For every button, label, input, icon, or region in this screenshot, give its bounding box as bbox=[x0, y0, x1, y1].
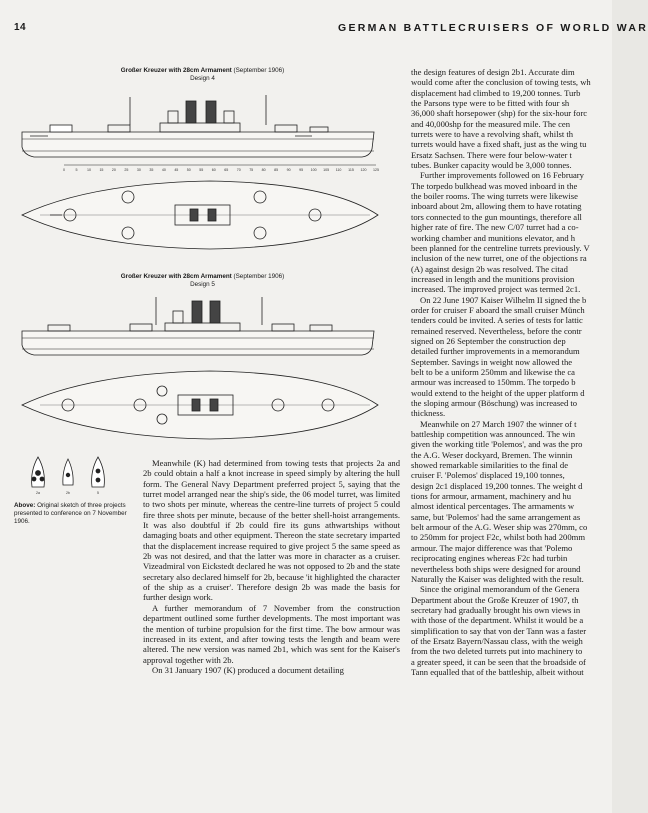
scale-label: 10 bbox=[86, 168, 91, 172]
scale-label: 85 bbox=[274, 168, 279, 172]
text-line: inboard about 2m, allowing them to have rotating bbox=[411, 201, 582, 212]
scale-label: 120 bbox=[360, 168, 367, 172]
text-line: armour. The major difference was that 'Polemo bbox=[411, 542, 573, 553]
left-text-column bbox=[143, 458, 400, 675]
ship-drawing-design-4 bbox=[10, 87, 395, 257]
text-line: tions for armour, armament, machinery and hu bbox=[411, 491, 572, 502]
text-line: Since the original memorandum of the Genera bbox=[420, 584, 580, 595]
scale-label: 35 bbox=[149, 168, 154, 172]
profile-view bbox=[22, 95, 374, 157]
scale-label: 95 bbox=[299, 168, 304, 172]
caption-text: Original sketch of three projects presented to conference on 7 November 1906. bbox=[14, 502, 127, 525]
text-line: the Parsons type were to be fitted with four sh bbox=[411, 98, 570, 109]
sketch-hull-5 bbox=[92, 457, 105, 487]
scale-label: 125 bbox=[373, 168, 379, 172]
sketch-label-2b: 2b bbox=[66, 491, 70, 495]
text-line: tenders could be invited. A series of tests for lattic bbox=[411, 315, 583, 326]
text-line: detailed further improvements in a memorandum bbox=[411, 346, 580, 357]
sketch-caption bbox=[14, 502, 138, 526]
text-line: Naturally the Kaiser was delighted with the result. bbox=[411, 573, 584, 584]
scale-labels bbox=[63, 168, 379, 172]
text-line: turrets would have a fixed shaft, just as the wing tu bbox=[411, 139, 587, 150]
text-line: Ersatz Sachsen. There were four below-water t bbox=[411, 149, 572, 160]
sketch-label-2a: 2a bbox=[36, 491, 40, 495]
text-line: secretary had gradually brought his own views in bbox=[411, 604, 581, 615]
text-line: working chamber and munitions elevator, and h bbox=[411, 232, 576, 243]
text-line: On 22 June 1907 Kaiser Wilhelm II signed the b bbox=[420, 294, 587, 305]
scale-label: 5 bbox=[75, 168, 78, 172]
text-line: from the two deleted turrets put into machinery to bbox=[411, 646, 583, 657]
scale-label: 60 bbox=[211, 168, 216, 172]
text-line: given the working title 'Polemos', and was the pro bbox=[411, 439, 583, 450]
sketch-label-5: 5 bbox=[97, 491, 99, 495]
text-line: higher rate of fire. The new C/07 turret had a co- bbox=[411, 222, 579, 233]
text-line: a greater speed, it can be seen that the broadside of bbox=[411, 656, 586, 667]
text-line: would come after the conclusion of towing tests, wh bbox=[411, 77, 591, 88]
text-line: been planned for the centreline turrets previously. V bbox=[411, 242, 590, 253]
figure-design-5 bbox=[10, 273, 395, 453]
text-line: increased in length and the munitions provision bbox=[411, 273, 575, 284]
paragraph: A further memorandum of 7 November from the construction department outlined some further developments. The most important was the mention of turbine propulsion for the first time. The bow armour was increased in its extent, and after towing tests the length and beam were altered. The new version was named 2b1, which was sent for the Kaiser's approval together with 2b. bbox=[143, 602, 400, 665]
scale-label: 80 bbox=[261, 168, 266, 172]
page-number: 14 bbox=[14, 22, 27, 33]
text-line: cruiser F. 'Polemos' displaced 19,100 tonnes, bbox=[411, 470, 565, 481]
scale-label: 100 bbox=[310, 168, 317, 172]
text-line: simplification to say that von der Tann was a faster bbox=[411, 625, 587, 636]
paragraph: On 31 January 1907 (K) produced a document detailing bbox=[152, 664, 344, 675]
scale-label: 50 bbox=[186, 168, 191, 172]
text-line: the A.G. Weser dockyard, Bremen. The winnin bbox=[411, 449, 573, 460]
text-line: belt to be a uniform 250mm and likewise the ca bbox=[411, 366, 575, 377]
text-line: and 40,000shp for the measured mile. The cen bbox=[411, 118, 571, 129]
text-line: the design features of design 2b1. Accurate dim bbox=[411, 67, 575, 77]
figure-design-label: Design 4 bbox=[190, 75, 215, 82]
scale-label: 0 bbox=[63, 168, 65, 172]
figure-design-label: Design 5 bbox=[190, 281, 215, 288]
text-line: Tann equalled that of the battleship, albeit without bbox=[411, 666, 584, 677]
plan-view bbox=[22, 371, 378, 439]
text-line: inclusion of the new turret, one of the objections ra bbox=[411, 253, 587, 264]
figure-title-date: (September 1906) bbox=[231, 273, 285, 280]
scale-label: 30 bbox=[136, 168, 141, 172]
scale-label: 25 bbox=[124, 168, 129, 172]
text-line: almost identical percentages. The armaments w bbox=[411, 501, 575, 512]
scale-label: 15 bbox=[99, 168, 104, 172]
text-line: thickness. bbox=[411, 408, 446, 419]
text-line: reciprocating engines whereas F2c had turbin bbox=[411, 553, 568, 564]
text-line: of the Ersatz Bayern/Nassau class, with the weigh bbox=[411, 635, 583, 646]
paragraph: Meanwhile (K) had determined from towing tests that projects 2a and 2b could obtain a half a knot increase in speed simply by altering the hull form. The General Navy Department preferred project 5, saying that the turret model arranged near the ship's side, the 06 model turret, was limited to two shots per minute, whereas the centre-line turrets of project 5 could fire three shots per minute, because of the better shell-hoist arrangements. It was also doubtful if 2b could fire its guns athwartships without damaging boats and other equipment. Thereon the state secretary imparted that the displacement increase required to give project 5 the same speed as 2b was not desired, and that the latter was more in character as a cruiser. Vizeadmiral von Eickstedt declared he was not opposed to 2b and the state secretary also declared himself for 2b, because 'it highlighted the character of the ship as a cruiser'. Therefore design 2b was made the basis for further design work. bbox=[143, 458, 400, 603]
text-line: armour was increased to 150mm. The torpedo b bbox=[411, 377, 576, 388]
sketch-hull-2b bbox=[63, 459, 73, 485]
scale-label: 65 bbox=[224, 168, 229, 172]
text-line: order for cruiser F aboard the small cruiser Münch bbox=[411, 304, 585, 315]
caption-lead: Above: bbox=[14, 502, 36, 509]
text-line: signed on 26 September the construction dep bbox=[411, 335, 566, 346]
figure-title-bold: Großer Kreuzer with 28cm Armament bbox=[120, 273, 232, 280]
text-line: increased. The improved project was termed 2c1. bbox=[411, 284, 581, 295]
figure-title bbox=[10, 67, 395, 83]
scale-label: 40 bbox=[161, 168, 166, 172]
text-line: tubes. Bunker capacity would be 3,000 tonnes. bbox=[411, 160, 572, 171]
scale-label: 70 bbox=[236, 168, 241, 172]
project-sketch bbox=[14, 453, 126, 495]
running-head: GERMAN BATTLECRUISERS OF WORLD WAR bbox=[338, 22, 648, 34]
text-line: Department about the Große Kreuzer of 1907, th bbox=[411, 594, 579, 605]
scale-label: 45 bbox=[174, 168, 179, 172]
sketch-hull-2a bbox=[32, 457, 45, 487]
text-line: belt armour of the A.G. Weser ship was 270mm, co bbox=[411, 522, 588, 533]
scale-label: 115 bbox=[348, 168, 354, 172]
scale-label: 110 bbox=[335, 168, 342, 172]
text-line: nevertheless both ships were designed for around bbox=[411, 563, 581, 574]
text-line: 36,000 shaft horsepower (shp) for the six-hour forc bbox=[411, 108, 588, 119]
text-line: remained reserved. Nevertheless, before the contr bbox=[411, 325, 582, 336]
text-line: tors connected to the gun mountings, therefore all bbox=[411, 211, 582, 222]
right-text-column bbox=[411, 67, 612, 812]
text-line: showed remarkable similarities to the final de bbox=[411, 460, 569, 471]
text-line: displacement had climbed to 19,200 tonnes. Turb bbox=[411, 87, 581, 98]
scale-label: 55 bbox=[199, 168, 204, 172]
figure-title-date: (September 1906) bbox=[231, 67, 285, 74]
scale-label: 90 bbox=[286, 168, 291, 172]
scale-label: 105 bbox=[323, 168, 330, 172]
text-line: (A) against design 2b was resolved. The citad bbox=[411, 263, 568, 274]
figure-design-4 bbox=[10, 67, 395, 257]
figure-title-bold: Großer Kreuzer with 28cm Armament bbox=[120, 67, 232, 74]
text-line: The torpedo bulkhead was moved inboard in the bbox=[411, 180, 578, 191]
text-line: September. Savings in weight now allowed the bbox=[411, 356, 573, 367]
text-line: the sloping armour (Böschung) was increased to bbox=[411, 398, 578, 408]
ship-drawing-design-5 bbox=[10, 293, 395, 453]
text-line: Further improvements followed on 16 February bbox=[420, 170, 584, 181]
text-line: same, but 'Polemos' had the same arrangement as bbox=[411, 511, 581, 522]
text-line: turrets were to have a revolving shaft, whilst th bbox=[411, 129, 574, 140]
scale-label: 20 bbox=[111, 168, 116, 172]
text-line: would extend to the height of the upper platform d bbox=[411, 387, 585, 398]
plan-view bbox=[22, 181, 378, 249]
text-line: Meanwhile on 27 March 1907 the winner of t bbox=[420, 418, 577, 429]
text-line: with those of the department. Whilst it would be a bbox=[411, 615, 584, 626]
text-line: to 250mm for project F2c, whilst both had 200mm bbox=[411, 532, 586, 543]
text-line: design 2c1 displaced 19,200 tonnes. The weight d bbox=[411, 480, 583, 491]
text-line: battleship competition was announced. The win bbox=[411, 429, 576, 440]
text-line: the boiler rooms. The wing turrets were likewise bbox=[411, 191, 578, 202]
profile-view bbox=[22, 297, 374, 355]
figure-title bbox=[10, 273, 395, 289]
scale-label: 75 bbox=[249, 168, 254, 172]
